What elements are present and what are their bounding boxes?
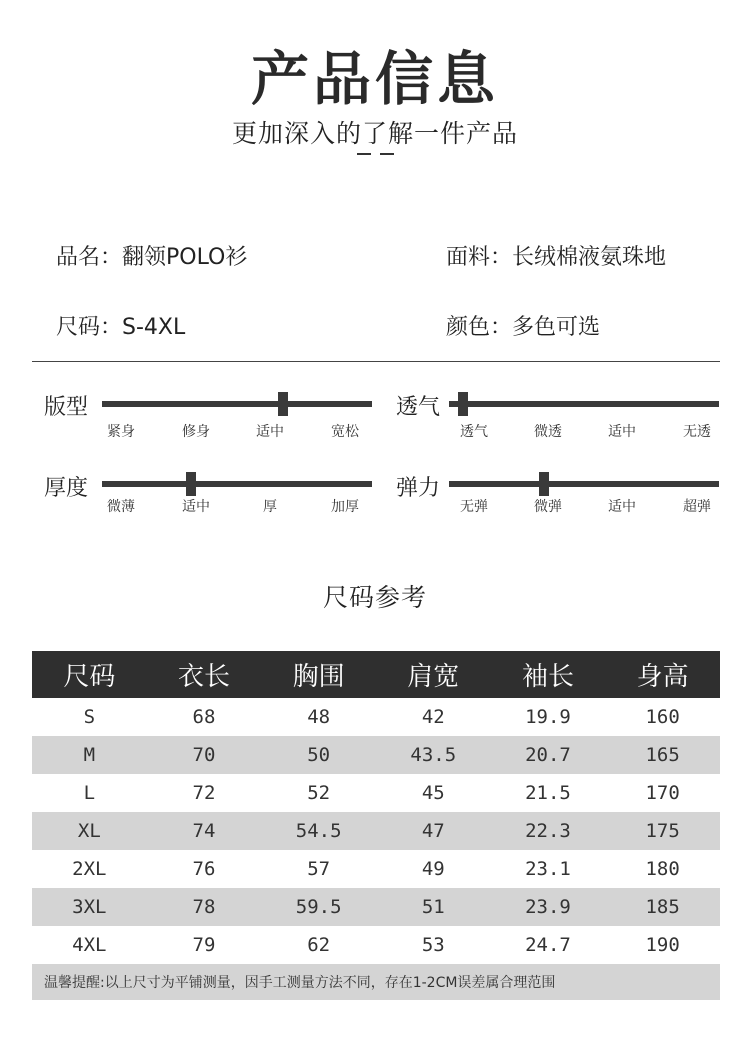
column-header: 袖长	[491, 651, 606, 698]
product-size: 尺码：S-4XL	[56, 315, 186, 340]
table-cell: 160	[645, 706, 680, 728]
measurement-note	[32, 964, 720, 1000]
scale-tick: 微透	[534, 424, 562, 440]
table-cell: 43.5	[376, 736, 491, 774]
table-cell: 51	[376, 888, 491, 926]
table-cell: 54.5	[261, 812, 376, 850]
table-cell: S	[83, 706, 96, 728]
table-cell: 50	[261, 736, 376, 774]
scale-tick: 紧身	[107, 424, 135, 440]
table-cell: 47	[376, 812, 491, 850]
table-cell: 23.1	[525, 858, 571, 880]
scale-tick: 微弹	[534, 499, 562, 515]
table-cell: L	[83, 782, 96, 804]
size-table	[32, 651, 720, 964]
table-cell: 48	[307, 706, 331, 728]
scale-tick: 适中	[256, 424, 284, 440]
table-cell: 165	[605, 736, 720, 774]
table-cell: 20.7	[491, 736, 606, 774]
scale-tick: 修身	[182, 424, 210, 440]
table-cell: 49	[421, 858, 445, 880]
product-color: 颜色：多色可选	[446, 315, 601, 340]
scale-track	[449, 481, 719, 487]
scale-marker	[458, 392, 468, 416]
table-cell: XL	[32, 812, 147, 850]
scale-label: 版型	[44, 395, 89, 420]
table-cell: M	[32, 736, 147, 774]
scale-label: 透气	[396, 395, 441, 420]
scale-tick: 超弹	[683, 499, 711, 515]
table-cell: 3XL	[32, 888, 147, 926]
table-cell: 19.9	[525, 706, 571, 728]
table-cell: 72	[192, 782, 216, 804]
scale-label: 弹力	[396, 476, 441, 501]
table-cell: 68	[192, 706, 216, 728]
scale-tick: 适中	[182, 499, 210, 515]
table-cell: 59.5	[261, 888, 376, 926]
scale-marker	[539, 472, 549, 496]
scale-marker	[278, 392, 288, 416]
table-cell: 23.9	[491, 888, 606, 926]
product-name: 品名：翻领POLO衫	[56, 245, 248, 270]
column-header: 胸围	[261, 651, 376, 698]
table-cell: 24.7	[525, 934, 571, 956]
scale-tick: 厚	[263, 499, 277, 515]
table-cell: 52	[307, 782, 331, 804]
table-cell: 70	[147, 736, 262, 774]
table-cell: 74	[147, 812, 262, 850]
scale-label: 厚度	[44, 476, 89, 501]
decorative-dash	[380, 153, 394, 155]
table-row	[32, 812, 720, 850]
scale-marker	[186, 472, 196, 496]
scale-tick: 无弹	[460, 499, 488, 515]
table-cell: 4XL	[72, 934, 107, 956]
scale-track	[449, 401, 719, 407]
decorative-dash	[357, 153, 371, 155]
table-cell: 57	[307, 858, 331, 880]
scale-tick: 加厚	[331, 499, 359, 515]
column-header: 尺码	[32, 651, 147, 698]
table-row	[32, 698, 720, 736]
scale-tick: 透气	[460, 424, 488, 440]
note-text: 温馨提醒:以上尺寸为平铺测量，因手工测量方法不同，存在1-2CM误差属合理范围	[44, 975, 556, 991]
table-cell: 78	[147, 888, 262, 926]
table-cell: 190	[645, 934, 680, 956]
table-cell: 42	[421, 706, 445, 728]
scale-track	[102, 481, 372, 487]
table-row	[32, 774, 720, 812]
table-row	[32, 850, 720, 888]
product-fabric: 面料：长绒棉液氨珠地	[446, 245, 667, 270]
page-subtitle: 更加深入的了解一件产品	[231, 119, 518, 148]
scale-tick: 适中	[608, 424, 636, 440]
table-row	[32, 888, 720, 926]
column-header: 身高	[605, 651, 720, 698]
scale-tick: 微薄	[107, 499, 135, 515]
table-cell: 45	[421, 782, 445, 804]
table-cell: 170	[645, 782, 680, 804]
table-cell: 175	[605, 812, 720, 850]
size-chart-title: 尺码参考	[322, 583, 427, 612]
table-cell: 2XL	[72, 858, 107, 880]
table-row	[32, 736, 720, 774]
scale-tick: 无透	[683, 424, 711, 440]
column-header: 肩宽	[376, 651, 491, 698]
table-cell: 62	[307, 934, 331, 956]
table-cell: 79	[192, 934, 216, 956]
table-cell: 22.3	[491, 812, 606, 850]
scale-track	[102, 401, 372, 407]
table-cell: 53	[421, 934, 445, 956]
table-cell: 76	[192, 858, 216, 880]
scale-tick: 适中	[608, 499, 636, 515]
table-cell: 21.5	[525, 782, 571, 804]
page-title: 产品信息	[250, 45, 499, 113]
table-header-row	[32, 651, 720, 698]
column-header: 衣长	[147, 651, 262, 698]
scale-tick: 宽松	[331, 424, 359, 440]
table-cell: 185	[605, 888, 720, 926]
table-cell: 180	[645, 858, 680, 880]
table-row	[32, 926, 720, 964]
section-divider	[32, 361, 720, 362]
